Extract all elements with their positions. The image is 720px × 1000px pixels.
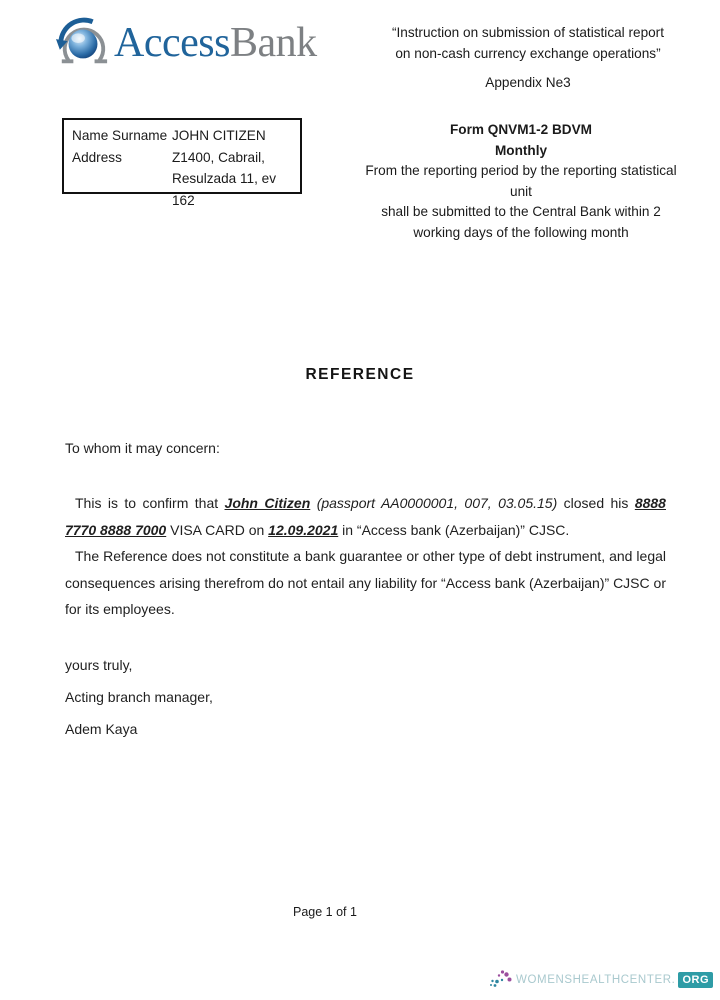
form-line2: shall be submitted to the Central Bank within 2 working days of the following month — [381, 204, 661, 240]
recipient-row-name — [72, 125, 292, 147]
salutation: To whom it may concern: — [65, 440, 220, 456]
p1-text4: in “Access bank (Azerbaijan)” CJSC. — [338, 521, 570, 538]
page-number-label: Page 1 of 1 — [293, 905, 357, 919]
accessbank-logo-text — [114, 16, 317, 70]
p1-text3: VISA CARD on — [166, 521, 269, 538]
recipient-row-address2 — [72, 168, 292, 211]
form-title: Form QNVM1-2 BDVM — [450, 122, 592, 137]
recipient-name-value: JOHN CITIZEN — [172, 128, 266, 143]
p1-text2: closed his — [557, 495, 635, 511]
logo-word-bank: Bank — [229, 20, 317, 66]
closing-block — [65, 655, 666, 739]
letter-body — [65, 438, 666, 739]
recipient-name-label: Name Surname — [72, 128, 168, 143]
paragraph-confirmation — [65, 490, 666, 543]
form-block — [356, 120, 686, 244]
recipient-address-value-line1: Z1400, Cabrail, — [172, 149, 265, 165]
instruction-line1: “Instruction on submission of statistical report — [392, 25, 664, 40]
instruction-block — [372, 22, 684, 93]
form-subtitle: Monthly — [494, 142, 548, 158]
instruction-line2: on non-cash currency exchange operations” — [395, 46, 661, 61]
watermark-dots-icon — [489, 969, 513, 991]
client-name: John Citizen — [224, 495, 311, 511]
accessbank-logo — [52, 16, 317, 70]
closing-job-title: Acting branch manager, — [65, 688, 213, 705]
closing-signer-name: Adem Kaya — [65, 720, 138, 737]
recipient-address-label-empty — [72, 168, 172, 211]
logo-word-access: Access — [114, 20, 230, 66]
recipient-address-value-line2: Resulzada 11, ev 162 — [172, 171, 277, 208]
recipient-row-address — [72, 147, 292, 169]
card-number: 8888 7770 8888 7000 — [65, 495, 666, 538]
paragraph-disclaimer: The Reference does not constitute a bank guarantee or other type of debt instrument, and legal consequences arising therefrom do not entail any liability for “Access bank (Azerbaijan)” CJSC or for its employees. — [65, 548, 666, 618]
passport-details: (passport AA0000001, 007, 03.05.15) — [310, 495, 558, 511]
watermark-org-badge: ORG — [678, 972, 713, 988]
closure-date: 12.09.2021 — [268, 521, 339, 538]
watermark — [489, 969, 713, 991]
closing-yours-truly: yours truly, — [65, 656, 133, 673]
reference-title: REFERENCE — [305, 366, 415, 383]
accessbank-globe-icon — [52, 16, 114, 70]
form-line1: From the reporting period by the reporting statistical unit — [365, 163, 677, 199]
watermark-site-text: WOMENSHEALTHCENTER. — [516, 974, 676, 986]
recipient-address-label: Address — [72, 149, 122, 165]
appendix-label: Appendix Ne3 — [485, 75, 571, 90]
recipient-box — [62, 118, 302, 208]
p1-text1: This is to confirm that — [75, 495, 225, 511]
